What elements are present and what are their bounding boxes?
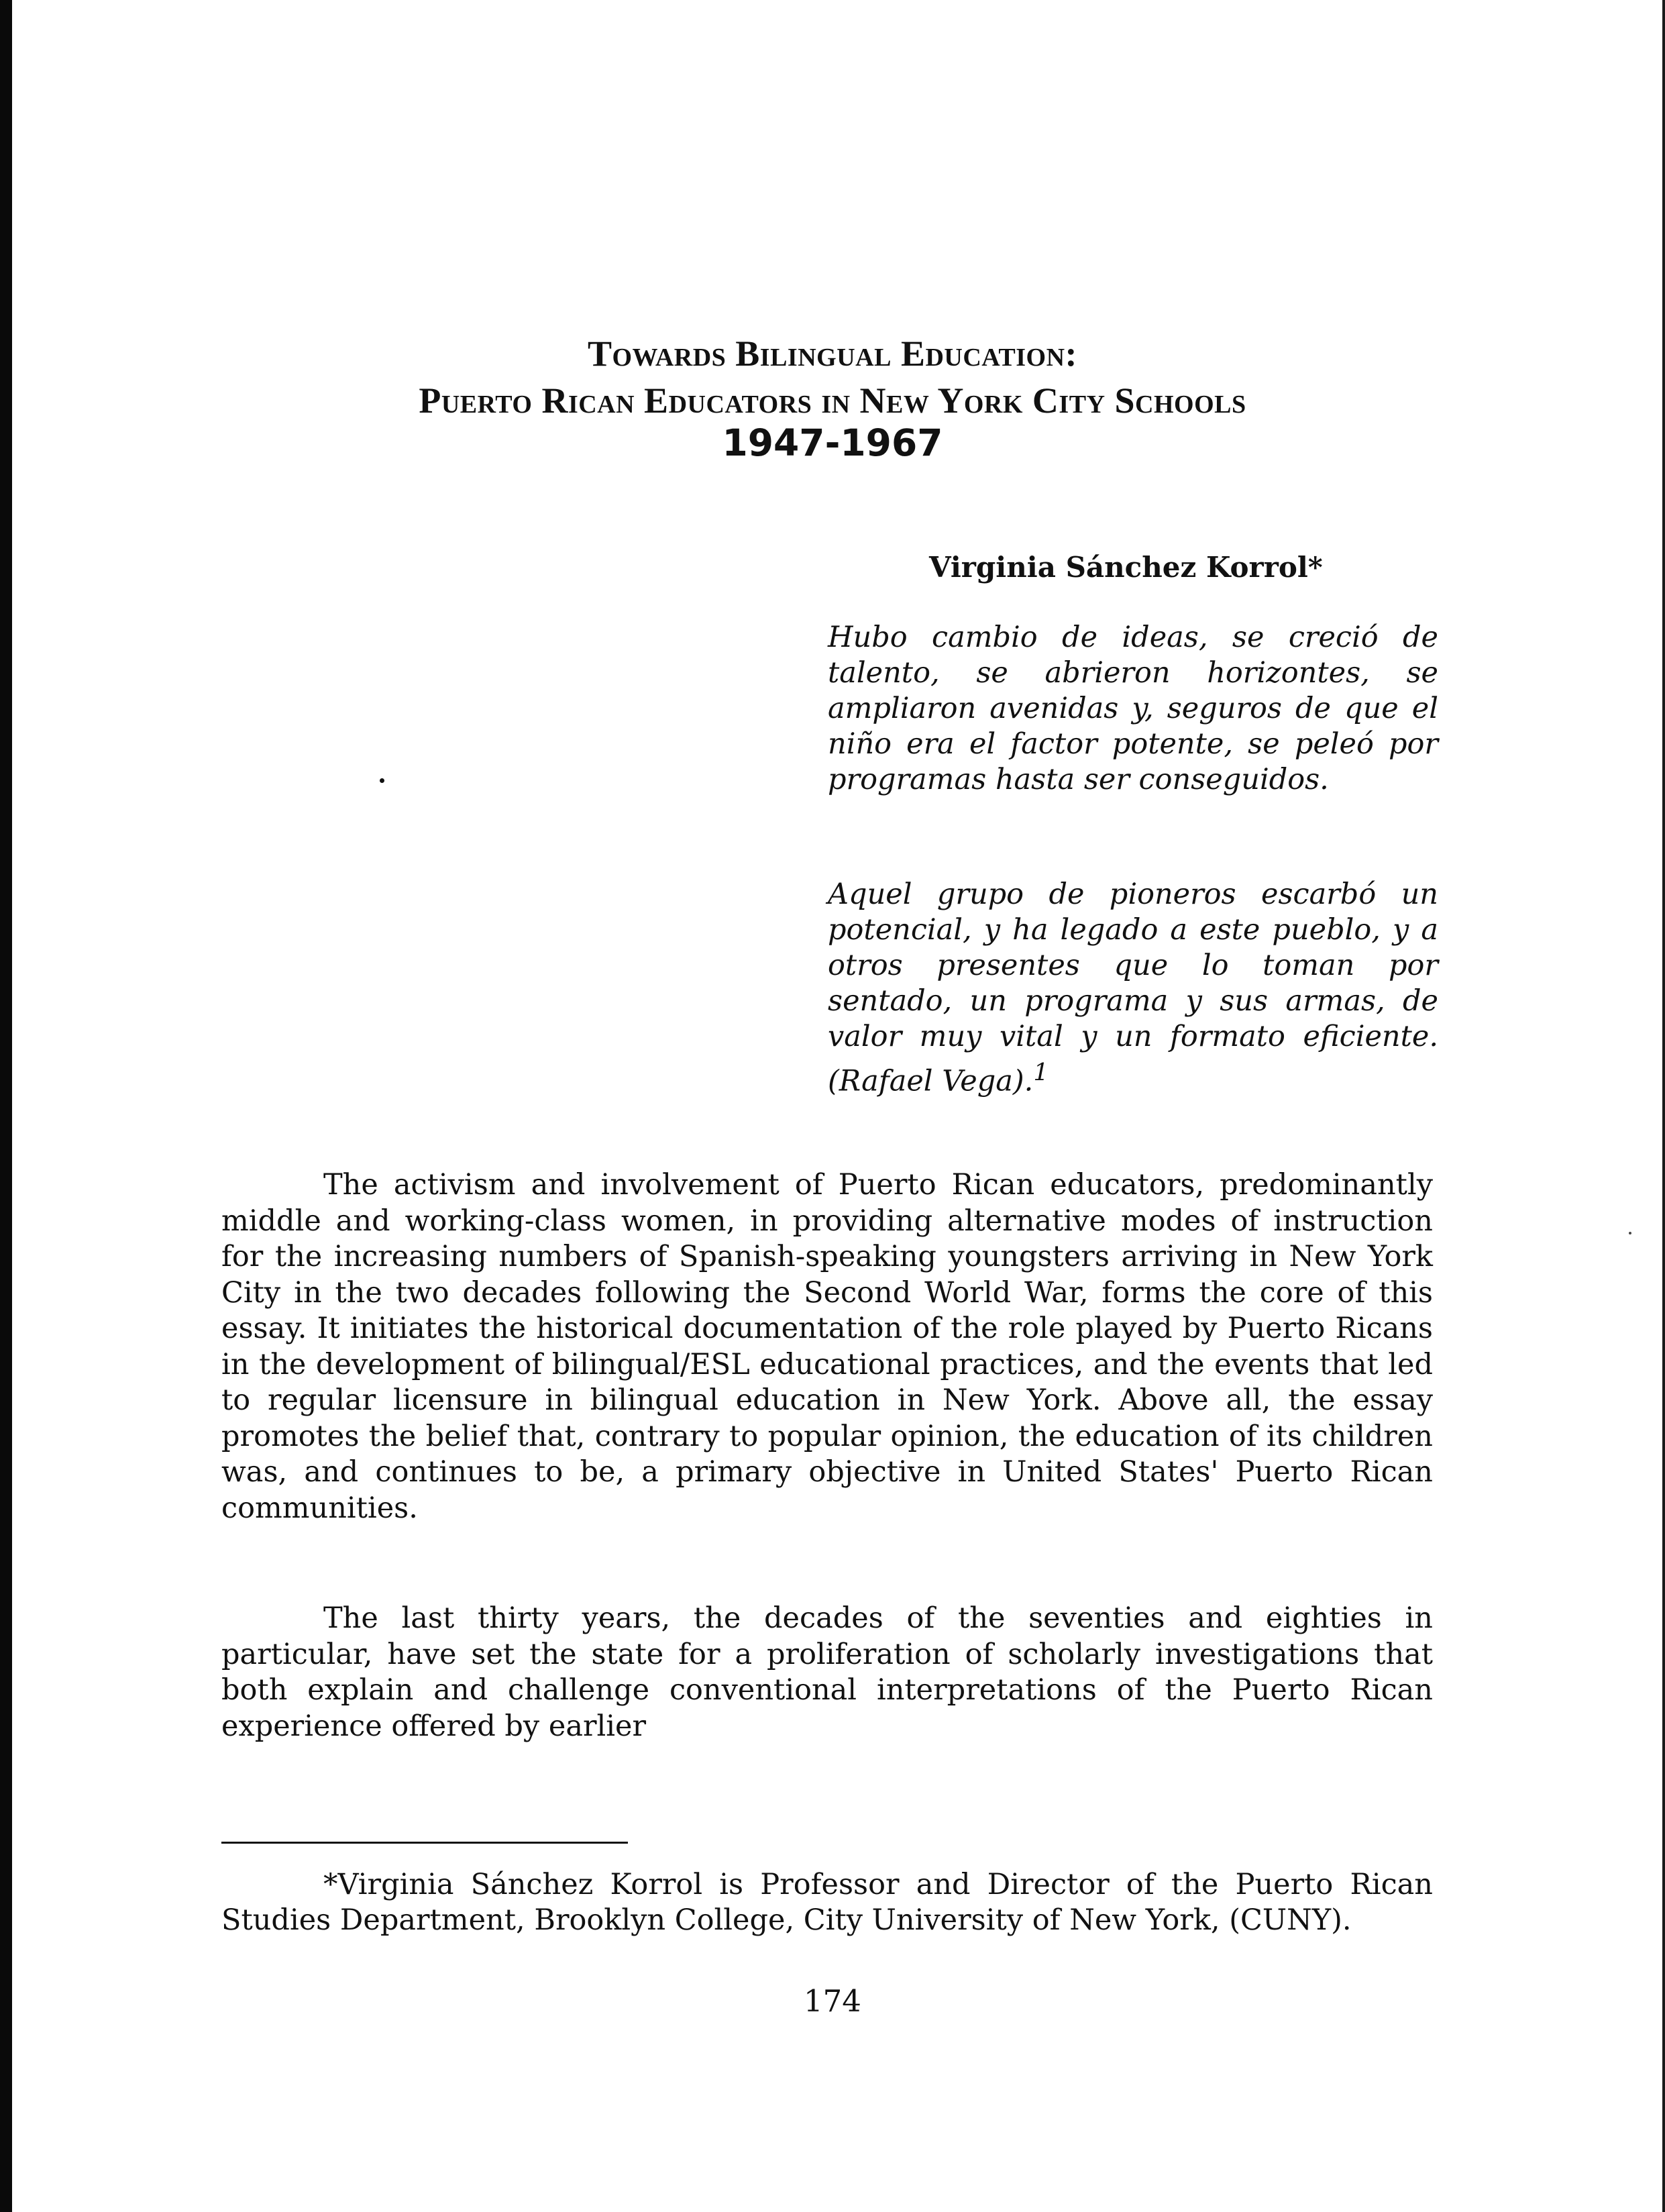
body-paragraph-1: The activism and involvement of Puerto Rican educators, predominantly middle and working-class women, in providing alternative modes of instruction for the increasing numbers of Spanish-speaking youngsters arriving in New York City in the two decades following the Second World War, forms the core of this essay. It initiates the historical documentation of the role played by Puerto Ricans in the development of bilingual/ESL educational practices, and the events that led to regular licensure in bilingual education in New York. Above all, the essay promotes the belief that, contrary to popular opinion, the education of its children was, and continues to be, a primary objective in United States' Puerto Rican communities. — [221, 1168, 1433, 1525]
title-years: 1947-1967 — [722, 421, 943, 464]
author-footnote: *Virginia Sánchez Korrol is Professor and Director of the Puerto Rican Studies Department, Brooklyn College, City University of New York, (CUNY). — [221, 1868, 1433, 1937]
scan-speck — [380, 778, 384, 783]
endnote-ref-1: 1 — [1033, 1059, 1049, 1086]
title-line-2: Puerto Rican Educators in New York City Schools — [419, 380, 1246, 421]
epigraph-stanza-2 — [828, 877, 1438, 1099]
scan-speck — [1629, 1232, 1631, 1234]
body-paragraph-2: The last thirty years, the decades of the seventies and eighties in particular, have set the state for a proliferation of scholarly investigations that both explain and challenge conventional interpretations of the Puerto Rican experience offered by earlier — [221, 1601, 1433, 1743]
author-name: Virginia Sánchez Korrol* — [929, 551, 1323, 584]
epigraph-stanza-1: Hubo cambio de ideas, se creció de talento, se abrieron horizontes, se ampliaron avenidas y, seguros de que el niño era el factor potente, se peleó por programas hasta ser conseguidos. — [828, 621, 1438, 796]
footnote-separator — [221, 1842, 628, 1844]
epigraph-stanza-2-text: Aquel grupo de pioneros escarbó un potencial, y ha legado a este pueblo, y a otros presentes que lo toman por sentado, un programa y sus armas, de valor muy vital y un formato eficiente. (Rafael Vega). — [828, 878, 1438, 1098]
title-line-1: Towards Bilingual Education: — [587, 333, 1078, 374]
page-number: 174 — [804, 1983, 861, 2019]
